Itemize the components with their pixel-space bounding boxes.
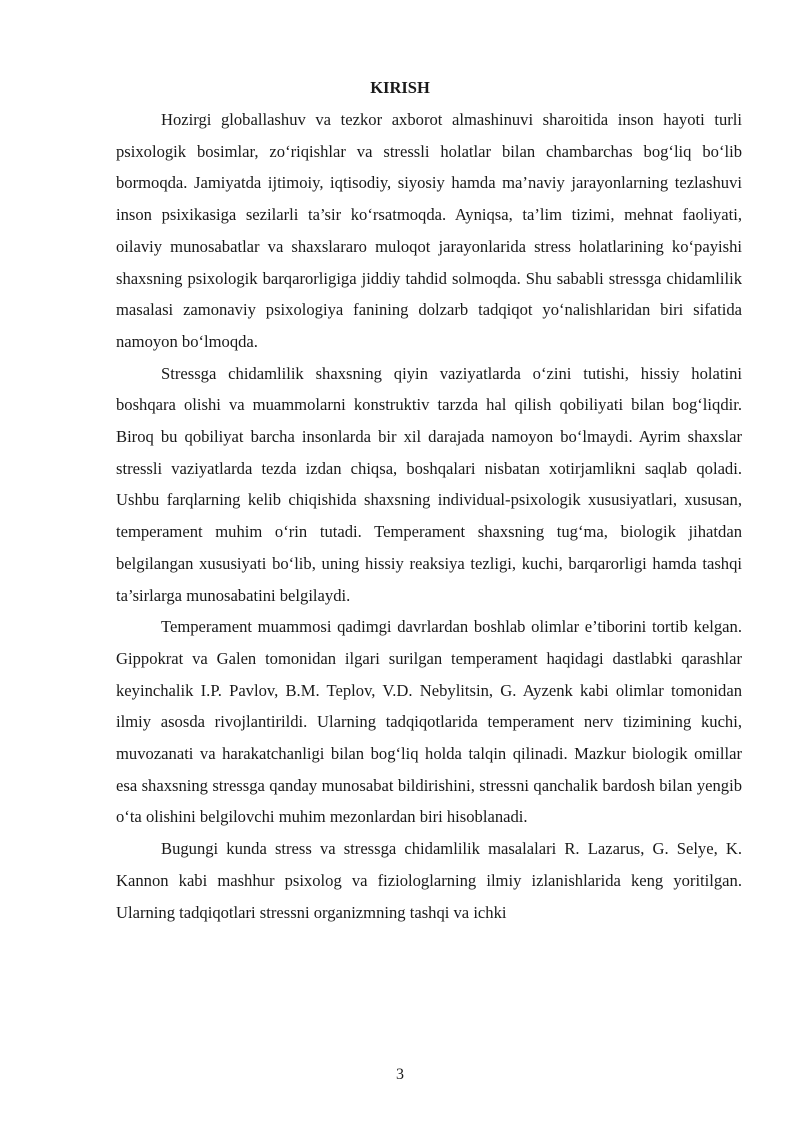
paragraph-3: Temperament muammosi qadimgi davrlardan boshlab olimlar e’tiborini tortib kelgan. Gippokrat va Galen tomonidan ilgari surilgan temperament haqidagi dastlabki qarashlar keyinchalik I.P. Pavlov, B.M. Teplov, V.D. Nebylitsin, G. Ayzenk kabi olimlar tomonidan ilmiy asosda rivojlantirildi. Ularning tadqiqotlarida temperament nerv tizimining kuchi, muvozanati va harakatchanligi bilan bog‘liq holda talqin qilinadi. Mazkur biologik omillar esa shaxsning stressga qanday munosabat bildirishini, stressni qanchalik bardosh bilan yengib o‘ta olishini belgilovchi muhim mezonlardan biri hisoblanadi. — [116, 617, 742, 827]
paragraph-1: Hozirgi globallashuv va tezkor axborot almashinuvi sharoitida inson hayoti turli psixologik bosimlar, zo‘riqishlar va stressli holatlar bilan chambarchas bog‘liq bo‘lib bormoqda. Jamiyatda ijtimoiy, iqtisodiy, siyosiy hamda ma’naviy jarayonlarning tezlashuvi inson psixikasiga sezilarli ta’sir ko‘rsatmoqda. Ayniqsa, ta’lim tizimi, mehnat faoliyati, oilaviy munosabatlar va shaxslararo muloqot jarayonlarida stress holatlarining ko‘payishi shaxsning psixologik barqarorligiga jiddiy tahdid solmoqda. Shu sababli stressga chidamlilik masalasi zamonaviy psixologiya fanining dolzarb tadqiqot yo‘nalishlaridan biri sifatida namoyon bo‘lmoqda. — [116, 110, 742, 351]
page-number: 3 — [396, 1066, 404, 1083]
section-heading: KIRISH — [370, 78, 430, 97]
paragraph-4: Bugungi kunda stress va stressga chidamlilik masalalari R. Lazarus, G. Selye, K. Kannon kabi mashhur psixolog va fiziologlarning ilmiy izlanishlarida keng yoritilgan. Ularning tadqiqotlari stressni organizmning tashqi va ichki — [116, 839, 742, 922]
paragraph-2: Stressga chidamlilik shaxsning qiyin vaziyatlarda o‘zini tutishi, hissiy holatini boshqara olishi va muammolarni konstruktiv tarzda hal qilish qobiliyati bilan bog‘liqdir. Biroq bu qobiliyat barcha insonlarda bir xil darajada namoyon bo‘lmaydi. Ayrim shaxslar stressli vaziyatlarda tezda izdan chiqsa, boshqalari nisbatan xotirjamlikni saqlab qoladi. Ushbu farqlarning kelib chiqishida shaxsning individual-psixologik xususiyatlari, xususan, temperament muhim o‘rin tutadi. Temperament shaxsning tug‘ma, biologik jihatdan belgilangan xususiyati bo‘lib, uning hissiy reaksiya tezligi, kuchi, barqarorligi hamda tashqi ta’sirlarga munosabatini belgilaydi. — [116, 363, 742, 605]
body-text — [116, 104, 742, 928]
